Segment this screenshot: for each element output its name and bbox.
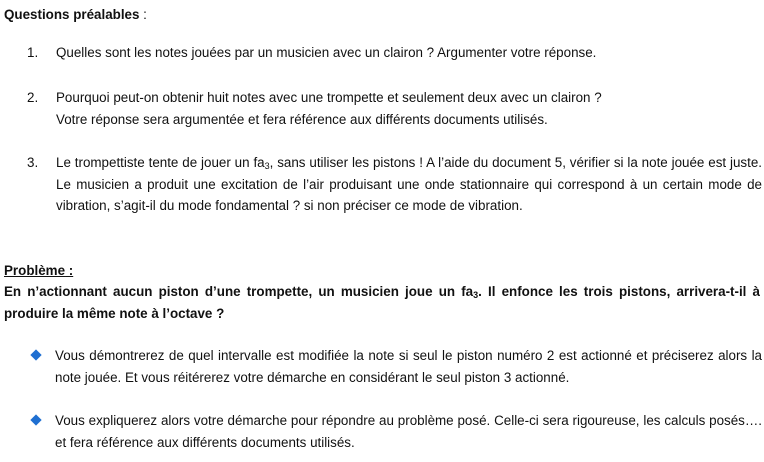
problem-heading-label: Problème: [4, 263, 66, 278]
question-number: 3.: [27, 155, 39, 170]
problem-statement: [4, 281, 760, 324]
question-text-line-1: Pourquoi peut-on obtenir huit notes avec une trompette et seulement deux avec un clairon ?: [56, 90, 602, 105]
questions-heading-label: Questions préalables: [4, 7, 140, 22]
octave-subscript: 3: [264, 161, 270, 171]
problem-heading-colon: :: [65, 263, 74, 278]
question-text: [56, 87, 762, 130]
blue-diamond-bullet-icon: [30, 414, 41, 425]
bullet-text: Vous expliquerez alors votre démarche pour répondre au problème posé. Celle-ci sera rigoureuse, les calculs posés…. et fera référence aux différents documents utilisés.: [55, 413, 762, 450]
question-number: 1.: [27, 45, 39, 60]
instruction-bullet-2: [30, 410, 762, 453]
question-number: 2.: [27, 90, 39, 105]
question-2: [27, 87, 762, 130]
question-text-line-2: Votre réponse sera argumentée et fera référence aux différents documents utilisés.: [56, 111, 548, 127]
question-text: Quelles sont les notes jouées par un musicien avec un clairon ? Argumenter votre réponse.: [56, 45, 597, 60]
questions-heading-colon: :: [139, 7, 147, 22]
blue-diamond-bullet-icon: [30, 349, 41, 360]
question-text: [56, 152, 762, 217]
problem-heading: [4, 260, 73, 282]
questions-heading: [4, 4, 147, 26]
question-text-rest: , sans utiliser les pistons ! A l’aide du document 5, vérifier si la note jouée est juste. Le musicien a produit une excitation de l’air produisant une onde stationnaire qui correspond à un certain mode de vibration, s’agit-il du mode fondamental ? si non préciser ce mode de vibration.: [56, 155, 762, 213]
bullet-text: Vous démontrerez de quel intervalle est modifiée la note si seul le piston numéro 2 est actionné et préciserez alors la note jouée. Et vous réitérerez votre démarche en considérant le seul piston 3 actionné.: [55, 348, 762, 385]
question-text-start: Le trompettiste tente de jouer un fa: [56, 155, 265, 170]
question-1: [27, 42, 762, 64]
problem-statement-start: En n’actionnant aucun piston d’une trompette, un musicien joue un fa: [4, 284, 474, 299]
octave-subscript: 3: [473, 290, 479, 300]
question-3: [27, 152, 762, 217]
problem-statement-rest: . Il enfonce les trois pistons, arrivera-t-il à produire la même note à l’octave ?: [4, 284, 760, 321]
instruction-bullet-1: [30, 345, 762, 388]
